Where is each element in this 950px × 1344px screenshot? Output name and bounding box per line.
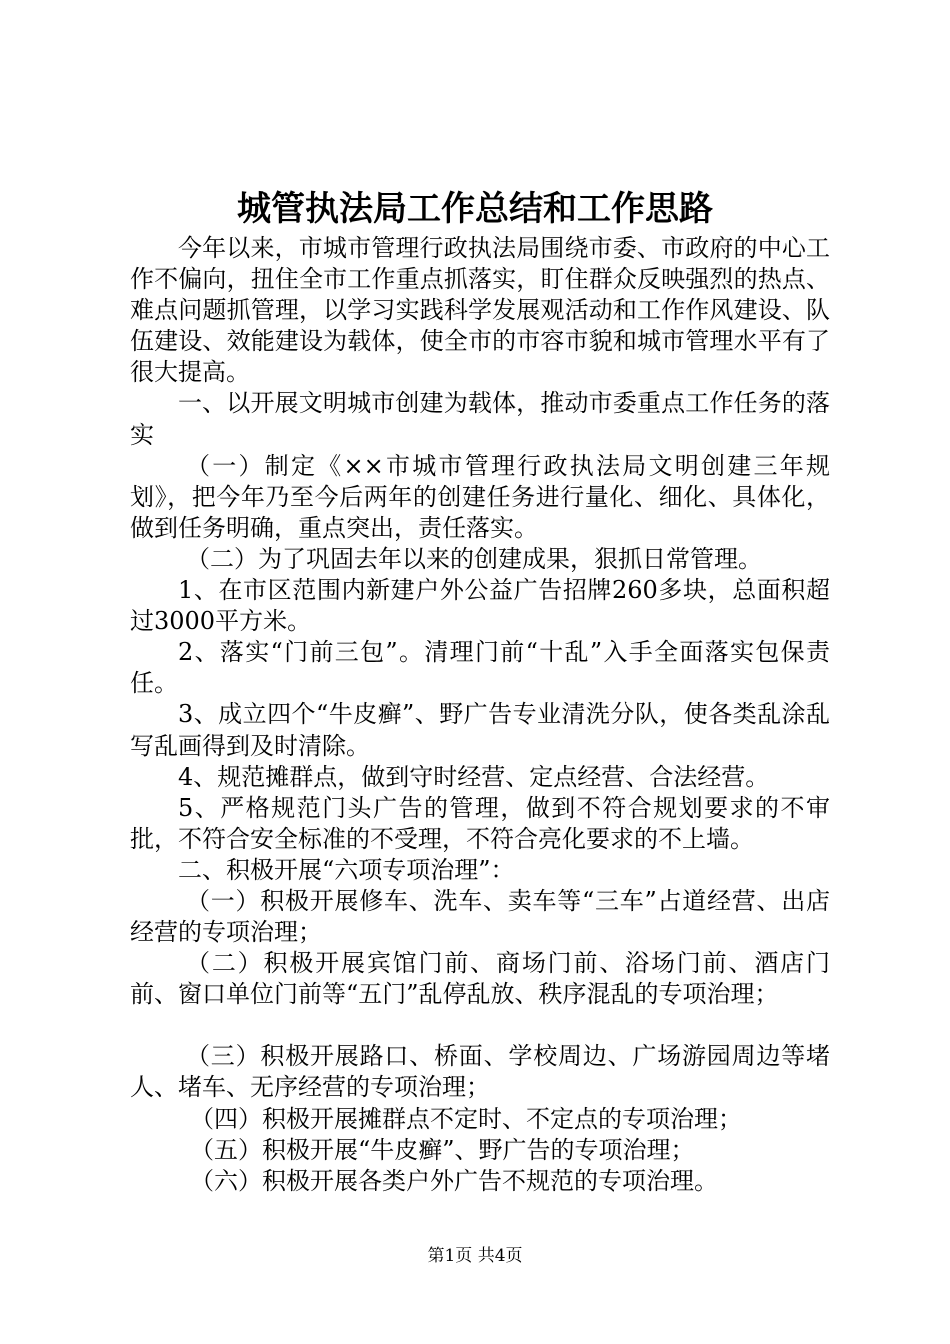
- sub-item-2-2: （二）积极开展宾馆门前、商场门前、浴场门前、酒店门前、窗口单位门前等“五门”乱停乱放、秩序混乱的专项治理；: [130, 949, 830, 1009]
- list-item-2: 2、落实“门前三包”。清理门前“十乱”入手全面落实包保责任。: [130, 638, 830, 698]
- sub-item-2-1: （一）积极开展修车、洗车、卖车等“三车”占道经营、出店经营的专项治理；: [130, 886, 830, 947]
- list-item-3: 3、成立四个“牛皮癣”、野广告专业清洗分队，使各类乱涂乱写乱画得到及时清除。: [130, 700, 830, 760]
- section-heading-2: 二、积极开展“六项专项治理”：: [178, 855, 515, 884]
- sub-item-1-2: （二）为了巩固去年以来的创建成果，狠抓日常管理。: [186, 544, 762, 573]
- sub-item-1-1: （一）制定《××市城市管理行政执法局文明创建三年规划》，把今年乃至今后两年的创建任务进行量化、细化、具体化，做到任务明确，重点突出，责任落实。: [130, 451, 830, 542]
- sub-item-2-5: （五）积极开展“牛皮癣”、野广告的专项治理；: [190, 1135, 695, 1164]
- document-body: [130, 233, 830, 1197]
- list-item-1: 1、在市区范围内新建户外公益广告招牌260多块，总面积超过3000平方米。: [130, 576, 830, 636]
- sub-item-2-4: （四）积极开展摊群点不定时、不定点的专项治理；: [190, 1104, 742, 1133]
- list-item-4: 4、规范摊群点，做到守时经营、定点经营、合法经营。: [178, 762, 770, 791]
- list-item-5: 5、严格规范门头广告的管理，做到不符合规划要求的不审批，不符合安全标准的不受理，不符合亮化要求的不上墙。: [130, 793, 830, 853]
- section-heading-1: 一、以开展文明城市创建为载体，推动市委重点工作任务的落实: [130, 389, 830, 449]
- document-title: 城管执法局工作总结和工作思路: [237, 189, 713, 229]
- sub-item-2-3: （三）积极开展路口、桥面、学校周边、广场游园周边等堵人、堵车、无序经营的专项治理；: [130, 1042, 830, 1102]
- page-number: 第1页 共4页: [427, 1246, 523, 1266]
- paragraph-intro: 今年以来，市城市管理行政执法局围绕市委、市政府的中心工作不偏向，扭住全市工作重点抓落实，盯住群众反映强烈的热点、难点问题抓管理，以学习实践科学发展观活动和工作作风建设、队伍建设、效能建设为载体，使全市的市容市貌和城市管理水平有了很大提高。: [130, 234, 830, 387]
- sub-item-2-6: （六）积极开展各类户外广告不规范的专项治理。: [190, 1166, 718, 1195]
